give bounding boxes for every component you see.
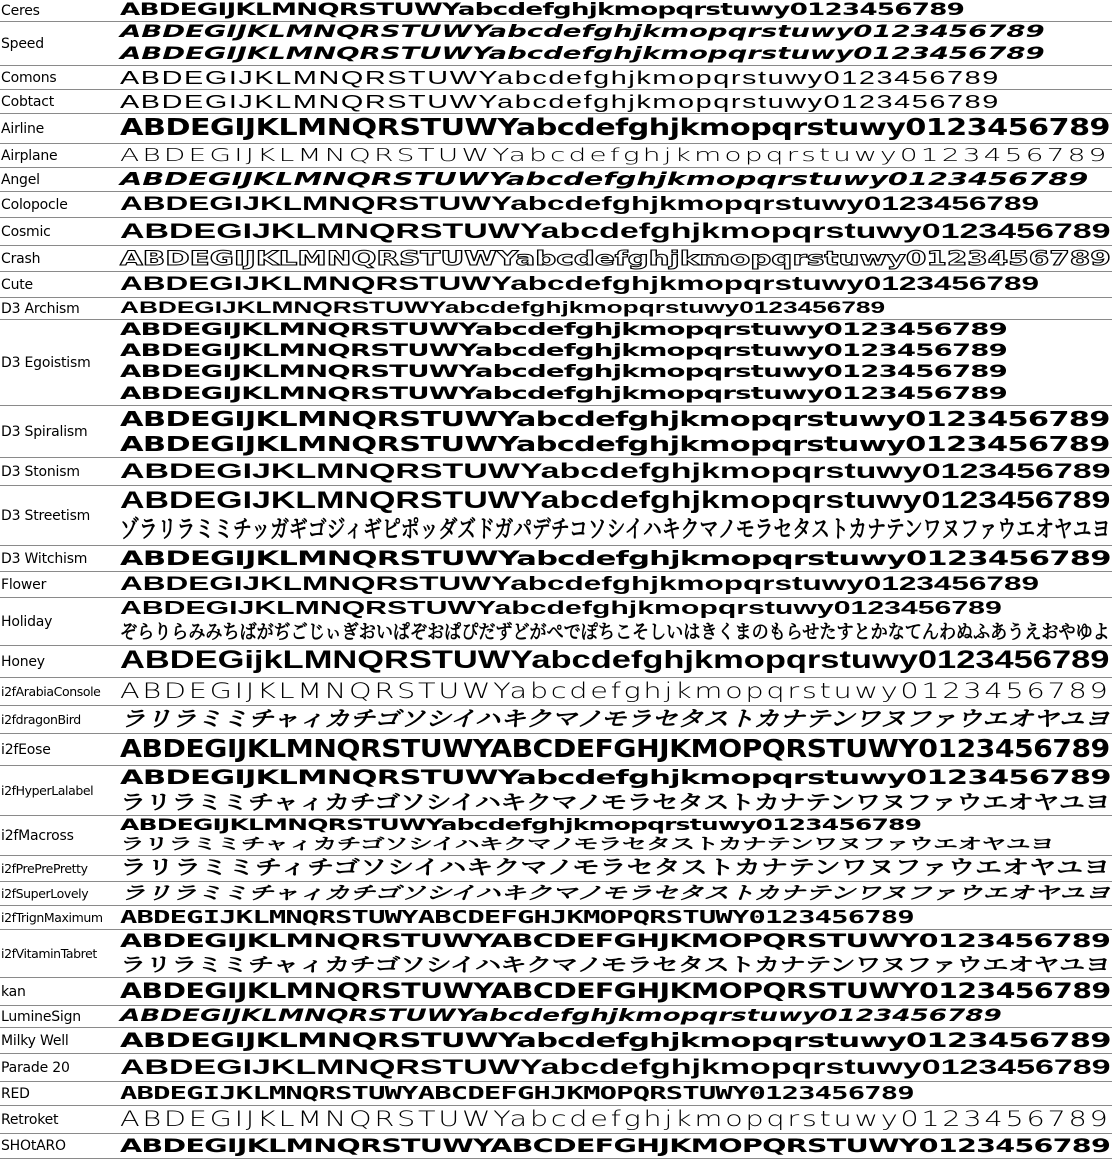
- font-sample-line: ABDEGIJKLMNQRSTUWYabcdefghjkmopqrstuwy0123456789: [120, 1028, 1111, 1052]
- font-row-milky-well: [0, 1028, 1112, 1054]
- font-row-i2fmacross: [0, 816, 1112, 856]
- font-row-angel: [0, 168, 1112, 192]
- font-sample-line: ABDEGIJKLMNQRSTUWYabcdefghjkmopqrstuwy0123456789: [120, 572, 1039, 595]
- font-name-label: Holiday: [1, 613, 53, 630]
- font-samples: [120, 646, 1110, 677]
- font-row-crash: [0, 246, 1112, 272]
- font-name-label: i2fMacross: [1, 827, 74, 844]
- font-samples: [120, 978, 1110, 1005]
- font-sample-line: ゾラリラミミチッガギゴジィギピポッダズドガパデチコソシイハキクマノモラセタストカナテンワヌファウエオヤユヨ: [120, 516, 1111, 544]
- font-sample-line: ABDEGIJKLMNQRSTUWYabcdefghjkmopqrstuwy0123456789: [120, 383, 1007, 404]
- font-name-label: Airplane: [1, 147, 58, 164]
- font-row-shotaro: [0, 1134, 1112, 1159]
- font-name-label: D3 Spiralism: [1, 423, 88, 440]
- font-row-colopocle: [0, 192, 1112, 218]
- font-samples: [120, 1134, 1110, 1158]
- font-row-d3-spiralism: [0, 406, 1112, 458]
- font-name-label: Milky Well: [1, 1032, 69, 1049]
- font-row-red: [0, 1082, 1112, 1106]
- font-sample-line: ABDEGIJKLMNQRSTUWYabcdefghjkmopqrstuwy0123456789: [120, 144, 1110, 166]
- font-row-honey: [0, 646, 1112, 678]
- font-sample-line: ABDEGIJKLMNQRSTUWYabcdefghjkmopqrstuwy0123456789: [120, 91, 1000, 112]
- font-samples: [120, 406, 1110, 457]
- font-row-cosmic: [0, 218, 1112, 246]
- font-name-label: Colopocle: [1, 196, 68, 213]
- font-samples: [120, 1082, 1110, 1105]
- font-row-d3-egoistism: [0, 320, 1112, 406]
- font-name-label: SHOtARO: [1, 1138, 66, 1154]
- font-row-d3-witchism: [0, 546, 1112, 572]
- font-samples: [120, 678, 1110, 705]
- font-sample-line: ラリラミミチィチゴソシイハキクマノモラセタストカナテンワヌファウエオヤユヨ: [120, 856, 1111, 879]
- font-sample-line: ABDEGIJKLMNQRSTUWYabcdefghjkmopqrstuwy0123456789: [120, 299, 886, 318]
- font-row-i2fsuperlovely: [0, 882, 1112, 906]
- font-sample-line: ABDEGIJKLMNQRSTUWYabcdefghjkmopqrstuwy0123456789: [120, 168, 1089, 190]
- font-sample-line: ABDEGIJKLMNQRSTUWYabcdefghjkmopqrstuwy0123456789: [120, 546, 1111, 570]
- font-row-airline: [0, 114, 1112, 144]
- font-name-label: D3 Archism: [1, 300, 80, 317]
- font-samples: [120, 218, 1110, 245]
- font-samples: [120, 1028, 1110, 1053]
- font-samples: [120, 298, 1110, 319]
- font-samples: [120, 816, 1110, 855]
- font-samples: [120, 706, 1110, 733]
- font-sample-line: ABDEGIJKLMNQRSTUWYabcdefghjkmopqrstuwy0123456789: [120, 816, 922, 835]
- font-samples: [120, 856, 1110, 881]
- font-sample-line: ABDEGIJKLMNQRSTUWYabcdefghjkmopqrstuwy0123456789: [120, 362, 1007, 383]
- font-samples: [120, 320, 1110, 405]
- font-row-kan: [0, 978, 1112, 1006]
- font-name-label: Cute: [1, 276, 33, 293]
- font-row-d3-stonism: [0, 458, 1112, 486]
- font-row-ceres: [0, 0, 1112, 22]
- font-sample-line: ABDEGIJKLMNQRSTUWYABCDEFGHJKMOPQRSTUWY0123456789: [120, 906, 914, 928]
- font-samples: [120, 66, 1110, 89]
- font-row-airplane: [0, 144, 1112, 168]
- font-name-label: Speed: [1, 35, 44, 52]
- font-sample-line: ABDEGIJKLMNQRSTUWYabcdefghjkmopqrstuwy0123456789: [120, 1054, 1111, 1079]
- font-name-label: i2fVitaminTabret: [1, 946, 97, 961]
- font-sample-line: ABDEGIJKLMNQRSTUWYabcdefghjkmopqrstuwy0123456789: [120, 1006, 1002, 1026]
- font-row-i2fdragonbird: [0, 706, 1112, 734]
- font-row-luminesign: [0, 1006, 1112, 1028]
- font-samples: [120, 546, 1110, 571]
- font-name-label: Ceres: [1, 2, 40, 19]
- font-sample-line: ラリラミミチャィカチゴソシイハキクマノモラセタストカナテンワヌファウエオヤユヨ: [120, 835, 1054, 854]
- font-name-label: i2fSuperLovely: [1, 886, 89, 901]
- font-sample-line: ABDEGIJKLMNQRSTUWYabcdefghjkmopqrstuwy0123456789: [120, 246, 1111, 270]
- font-row-retroket: [0, 1106, 1112, 1134]
- font-sample-line: ABDEGIJKLMNQRSTUWYabcdefghjkmopqrstuwy0123456789: [120, 43, 1045, 64]
- font-samples: [120, 22, 1110, 65]
- font-sample-line: ABDEGIJKLMNQRSTUWYABCDEFGHJKMOPQRSTUWY0123456789: [120, 1082, 914, 1104]
- font-sample-line: ABDEGIJKLMNQRSTUWYabcdefghjkmopqrstuwy0123456789: [120, 1106, 1111, 1132]
- font-row-cute: [0, 272, 1112, 298]
- font-sample-line: ラリラミミチャィカチゴソシイハキクマノモラセタストカナテンワヌファウエオヤユヨ: [120, 706, 1110, 732]
- font-samples: [120, 192, 1110, 217]
- font-samples: [120, 458, 1110, 485]
- font-samples: [120, 144, 1110, 167]
- font-sample-line: ABDEGIJKLMNQRSTUWYabcdefghjkmopqrstuwy0123456789: [120, 598, 1002, 620]
- font-samples: [120, 882, 1110, 905]
- font-sample-line: ABDEGIJKLMNQRSTUWYabcdefghjkmopqrstuwy0123456789: [120, 341, 1007, 362]
- font-row-i2fvitamintabret: [0, 930, 1112, 978]
- font-name-label: i2fPrePrePretty: [1, 861, 88, 876]
- font-row-holiday: [0, 598, 1112, 646]
- font-sample-line: ABDEGIJKLMNQRSTUWYabcdefghjkmopqrstuwy0123456789: [120, 115, 1110, 141]
- font-name-label: Honey: [1, 653, 45, 670]
- font-samples: [120, 0, 1110, 21]
- font-name-label: D3 Witchism: [1, 550, 88, 567]
- font-sample-line: ABDEGijkLMNQRSTUWYabcdefghjkmopqrstuwy0123456789: [120, 647, 1110, 675]
- font-samples: [120, 734, 1110, 765]
- font-row-i2fhyperlalabel: [0, 766, 1112, 816]
- font-samples: [120, 766, 1110, 815]
- font-sample-line: ABDEGIJKLMNQRSTUWYabcdefghjkmopqrstuwy0123456789: [120, 67, 1000, 88]
- font-samples: [120, 930, 1110, 977]
- font-name-label: Parade 20: [1, 1059, 70, 1076]
- font-row-i2farabiaconsole: [0, 678, 1112, 706]
- font-name-label: Comons: [1, 69, 57, 86]
- font-sample-line: ABDEGIJKLMNQRSTUWYabcdefghjkmopqrstuwy0123456789: [120, 406, 1110, 431]
- font-name-label: Angel: [1, 171, 40, 188]
- font-sample-line: ABDEGIJKLMNQRSTUWYabcdefghjkmopqrstuwy0123456789: [120, 22, 1045, 43]
- font-name-label: Flower: [1, 576, 47, 593]
- font-name-label: LumineSign: [1, 1008, 81, 1025]
- font-row-i2fpreprepretty: [0, 856, 1112, 882]
- font-name-label: i2fHyperLalabel: [1, 783, 94, 798]
- font-name-label: Retroket: [1, 1111, 59, 1128]
- font-sample-line: ABDEGIJKLMNQRSTUWYABCDEFGHJKMOPQRSTUWY0123456789: [120, 978, 1111, 1004]
- font-name-label: D3 Egoistism: [1, 354, 91, 371]
- font-samples: [120, 246, 1110, 271]
- font-row-d3-archism: [0, 298, 1112, 320]
- font-name-label: i2fArabiaConsole: [1, 684, 101, 699]
- font-sample-line: ラリラミミチャィカチゴソシイハキクマノモラセタストカナテンワヌファウエオヤユヨ: [120, 953, 1111, 976]
- font-row-d3-streetism: [0, 486, 1112, 546]
- font-samples: [120, 114, 1110, 143]
- font-name-label: Cobtact: [1, 93, 55, 110]
- font-name-label: RED: [1, 1085, 30, 1102]
- font-samples: [120, 1054, 1110, 1081]
- font-name-label: D3 Streetism: [1, 507, 91, 524]
- font-name-label: Crash: [1, 250, 41, 267]
- font-row-flower: [0, 572, 1112, 598]
- font-sample-line: ABDEGIJKLMNQRSTUWYabcdefghjkmopqrstuwy0123456789: [120, 192, 1039, 215]
- font-samples: [120, 168, 1110, 191]
- font-row-comons: [0, 66, 1112, 90]
- font-row-i2feose: [0, 734, 1112, 766]
- font-sample-line: ABDEGIJKLMNQRSTUWYabcdefghjkmopqrstuwy0123456789: [120, 218, 1111, 243]
- font-samples: [120, 598, 1110, 645]
- font-sample-line: ABDEGIJKLMNQRSTUWYabcdefghjkmopqrstuwy0123456789: [120, 766, 1111, 790]
- font-name-label: D3 Stonism: [1, 463, 80, 480]
- font-samples: [120, 272, 1110, 297]
- font-samples: [120, 572, 1110, 597]
- font-sample-line: ABDEGIJKLMNQRSTUWYabcdefghjkmopqrstuwy0123456789: [120, 272, 1039, 295]
- font-sample-line: ABDEGIJKLMNQRSTUWYabcdefghjkmopqrstuwy0123456789: [120, 431, 1110, 456]
- font-sample-line: ABDEGIJKLMNQRSTUWYabcdefghjkmopqrstuwy0123456789: [120, 458, 1111, 483]
- font-name-label: i2fdragonBird: [1, 712, 81, 727]
- font-row-parade-20: [0, 1054, 1112, 1082]
- font-sample-line: ラリラミミチャィカチゴソシイハキクマノモラセタストカナテンワヌファウエオヤユヨ: [120, 882, 1111, 904]
- font-samples: [120, 90, 1110, 113]
- font-name-label: Cosmic: [1, 223, 51, 240]
- font-name-label: i2fEose: [1, 741, 51, 758]
- font-samples: [120, 906, 1110, 929]
- font-sample-line: ABDEGIJKLMNQRSTUWYabcdefghjkmopqrstuwy0123456789: [120, 486, 1111, 514]
- font-sample-line: ABDEGIJKLMNQRSTUWYabcdefghjkmopqrstuwy0123456789: [120, 320, 1007, 341]
- font-name-label: Airline: [1, 120, 45, 137]
- font-samples: [120, 1106, 1110, 1133]
- font-row-i2ftrignmaximum: [0, 906, 1112, 930]
- font-sample-line: ラリラミミチャィカチゴソシイハキクマノモラセタストカナテンワヌファウエオヤユヨ: [120, 790, 1110, 814]
- font-sample-line: ABDEGIJKLMNQRSTUWYabcdefghjkmopqrstuwy0123456789: [120, 678, 1111, 704]
- font-samples: [120, 1006, 1110, 1027]
- font-sample-line: ABDEGIJKLMNQRSTUWYABCDEFGHJKMOPQRSTUWY0123456789: [120, 930, 1111, 953]
- font-sample-line: ABDEGIJKLMNQRSTUWYABCDEFGHJKMOPQRSTUWY0123456789: [120, 1134, 1111, 1157]
- font-name-label: kan: [1, 983, 26, 1000]
- font-row-speed: [0, 22, 1112, 66]
- font-samples: [120, 486, 1110, 545]
- font-name-label: i2fTrignMaximum: [1, 910, 103, 925]
- font-sample-line: ABDEGIJKLMNQRSTUWYABCDEFGHJKMOPQRSTUWY0123456789: [120, 734, 1110, 764]
- font-sample-line: ぞらりらみみちばがぢごじぃぎおいぱぞおぱぴだずどがぺでぽちこそしいはきくまのもらせたすとかなてんわぬふあうえおやゆよ: [120, 621, 1110, 643]
- font-row-cobtact: [0, 90, 1112, 114]
- font-sample-line: ABDEGIJKLMNQRSTUWYabcdefghjkmopqrstuwy0123456789: [120, 0, 965, 20]
